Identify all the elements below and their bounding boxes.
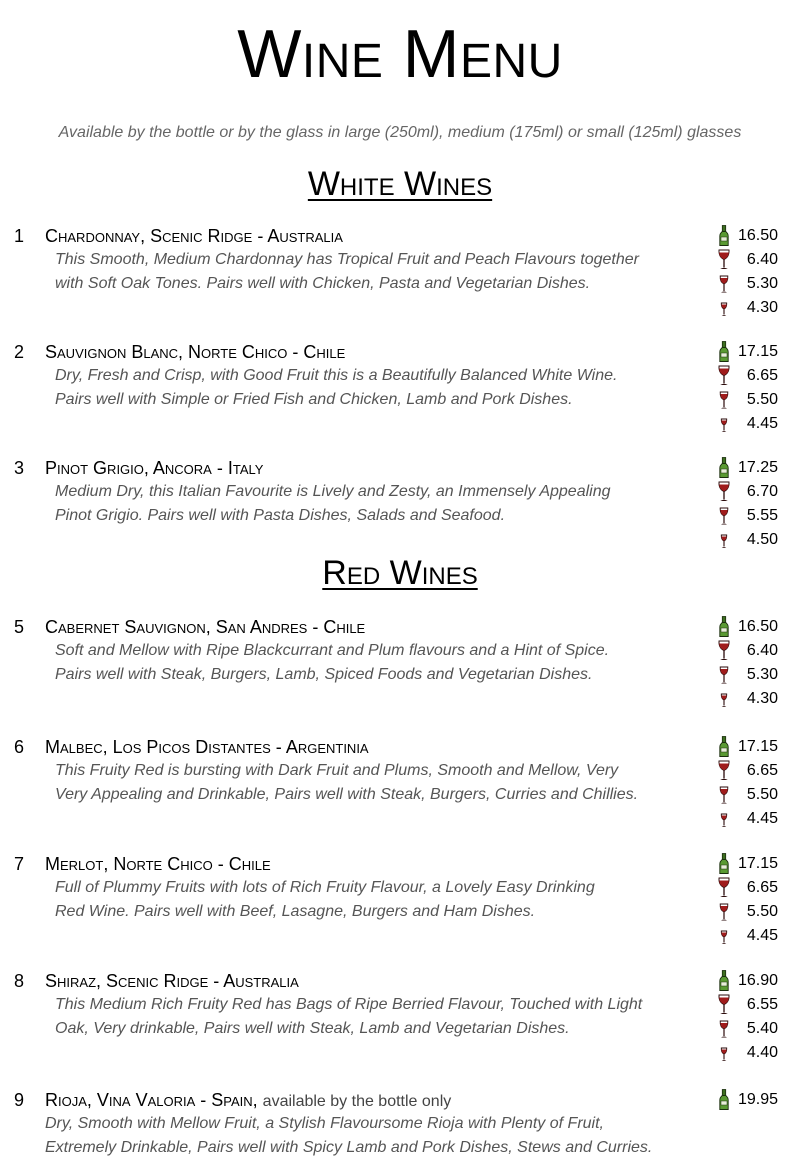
price-bottle [712, 615, 792, 639]
price-small-glass [712, 924, 792, 948]
wine-glass-large-icon [712, 364, 736, 388]
wine-bottle-icon [712, 852, 736, 876]
price-bottle [712, 224, 792, 248]
price-large-glass [712, 876, 792, 900]
wine-description-line: with Soft Oak Tones. Pairs well with Chicken, Pasta and Vegetarian Dishes. [55, 275, 591, 292]
price-value: 5.30 [746, 275, 778, 292]
price-small-glass [712, 687, 792, 711]
price-bottle [712, 969, 792, 993]
wine-bottle-icon [712, 340, 736, 364]
price-large-glass [712, 364, 792, 388]
price-large-glass [712, 248, 792, 272]
wine-bottle-icon [712, 735, 736, 759]
price-medium-glass [712, 504, 792, 528]
price-value: 5.50 [746, 786, 778, 803]
wine-description [55, 480, 705, 528]
price-large-glass [712, 480, 792, 504]
wine-description-line: Medium Dry, this Italian Favourite is Lively and Zesty, an Immensely Appealing [55, 483, 611, 500]
wine-description-line: This Medium Rich Fruity Red has Bags of Ripe Berried Flavour, Touched with Light [55, 996, 643, 1013]
wine-description [55, 639, 705, 687]
section-heading-red [0, 553, 800, 593]
price-value: 4.45 [746, 927, 778, 944]
price-small-glass [712, 807, 792, 831]
wine-number: 1 [14, 226, 25, 246]
price-value: 17.15 [737, 855, 778, 872]
price-value: 6.55 [746, 996, 778, 1013]
wine-glass-small-icon [712, 807, 736, 831]
wine-description-line: This Fruity Red is bursting with Dark Fruit and Plums, Smooth and Mellow, Very [55, 762, 619, 779]
price-value: 17.15 [737, 738, 778, 755]
price-value: 16.90 [737, 972, 778, 989]
price-bottle [712, 1088, 792, 1112]
wine-description-line: This Smooth, Medium Chardonnay has Tropical Fruit and Peach Flavours together [55, 251, 639, 268]
price-medium-glass [712, 900, 792, 924]
price-bottle [712, 852, 792, 876]
price-value: 17.25 [737, 459, 778, 476]
wine-name: Shiraz, Scenic Ridge - Australia [45, 971, 299, 991]
wine-bottle-icon [712, 456, 736, 480]
price-large-glass [712, 639, 792, 663]
wine-description-line: Pairs well with Steak, Burgers, Lamb, Spiced Foods and Vegetarian Dishes. [55, 666, 593, 683]
wine-bottle-icon [712, 615, 736, 639]
menu-title: Wine Menu [237, 16, 563, 92]
price-value: 6.65 [746, 879, 778, 896]
wine-description [45, 1112, 725, 1160]
section-heading-white [0, 164, 800, 204]
wine-description-line: Soft and Mellow with Ripe Blackcurrant and Plum flavours and a Hint of Spice. [55, 642, 610, 659]
wine-glass-small-icon [712, 924, 736, 948]
price-value: 17.15 [737, 343, 778, 360]
wine-bottle-icon [712, 224, 736, 248]
price-list [712, 1088, 792, 1112]
price-medium-glass [712, 663, 792, 687]
wine-glass-large-icon [712, 759, 736, 783]
wine-glass-large-icon [712, 639, 736, 663]
wine-glass-large-icon [712, 876, 736, 900]
wine-glass-medium-icon [712, 504, 736, 528]
wine-number: 6 [14, 737, 25, 757]
price-medium-glass [712, 272, 792, 296]
wine-name [45, 1088, 451, 1114]
wine-description-line: Pinot Grigio. Pairs well with Pasta Dishes, Salads and Seafood. [55, 507, 506, 524]
wine-glass-small-icon [712, 1041, 736, 1065]
price-bottle [712, 735, 792, 759]
wine-glass-small-icon [712, 412, 736, 436]
wine-glass-medium-icon [712, 900, 736, 924]
wine-number: 9 [14, 1090, 25, 1110]
wine-number: 3 [14, 458, 25, 478]
wine-description-line: Dry, Fresh and Crisp, with Good Fruit this is a Beautifully Balanced White Wine. [55, 367, 618, 384]
wine-name: Pinot Grigio, Ancora - Italy [45, 458, 264, 478]
wine-description-line: Dry, Smooth with Mellow Fruit, a Stylish Flavoursome Rioja with Plenty of Fruit, [45, 1115, 604, 1132]
price-value: 5.55 [746, 507, 778, 524]
wine-description-line: Red Wine. Pairs well with Beef, Lasagne, Burgers and Ham Dishes. [55, 903, 536, 920]
wine-glass-large-icon [712, 480, 736, 504]
wine-number: 5 [14, 617, 25, 637]
price-large-glass [712, 993, 792, 1017]
wine-description [55, 364, 705, 412]
price-small-glass [712, 528, 792, 552]
wine-glass-small-icon [712, 528, 736, 552]
wine-glass-large-icon [712, 993, 736, 1017]
price-medium-glass [712, 1017, 792, 1041]
wine-description-line: Extremely Drinkable, Pairs well with Spicy Lamb and Pork Dishes, Stews and Curries. [45, 1139, 653, 1156]
wine-description-line: Full of Plummy Fruits with lots of Rich Fruity Flavour, a Lovely Easy Drinking [55, 879, 595, 896]
wine-description [55, 248, 705, 296]
wine-name: Malbec, Los Picos Distantes - Argentinia [45, 737, 369, 757]
price-small-glass [712, 296, 792, 320]
price-list [712, 969, 792, 1065]
wine-name: Sauvignon Blanc, Norte Chico - Chile [45, 342, 346, 362]
price-small-glass [712, 1041, 792, 1065]
price-list [712, 735, 792, 831]
menu-subtitle: Available by the bottle or by the glass in large (250ml), medium (175ml) or small (125ml) glasses [58, 124, 742, 141]
wine-name: Chardonnay, Scenic Ridge - Australia [45, 226, 343, 246]
price-value: 6.40 [746, 642, 778, 659]
wine-name: Merlot, Norte Chico - Chile [45, 854, 271, 874]
price-medium-glass [712, 388, 792, 412]
section-heading-white-label: White Wines [307, 165, 493, 203]
price-value: 4.45 [746, 810, 778, 827]
wine-availability-note: available by the bottle only [262, 1093, 452, 1110]
price-value: 5.30 [746, 666, 778, 683]
price-value: 4.40 [746, 1044, 778, 1061]
wine-bottle-icon [712, 1088, 736, 1112]
price-value: 5.50 [746, 391, 778, 408]
wine-description [55, 876, 705, 924]
wine-glass-medium-icon [712, 783, 736, 807]
price-value: 19.95 [737, 1091, 778, 1108]
wine-name: Cabernet Sauvignon, San Andres - Chile [45, 617, 366, 637]
wine-glass-medium-icon [712, 1017, 736, 1041]
wine-name-text: Rioja, Vina Valoria - Spain, [45, 1090, 258, 1110]
price-list [712, 852, 792, 948]
price-bottle [712, 456, 792, 480]
wine-bottle-icon [712, 969, 736, 993]
wine-glass-small-icon [712, 687, 736, 711]
wine-number: 2 [14, 342, 25, 362]
price-value: 6.65 [746, 762, 778, 779]
wine-glass-medium-icon [712, 663, 736, 687]
price-small-glass [712, 412, 792, 436]
wine-description [55, 759, 705, 807]
price-value: 5.50 [746, 903, 778, 920]
price-value: 16.50 [737, 227, 778, 244]
wine-glass-medium-icon [712, 388, 736, 412]
price-bottle [712, 340, 792, 364]
wine-glass-small-icon [712, 296, 736, 320]
price-value: 4.45 [746, 415, 778, 432]
price-value: 6.65 [746, 367, 778, 384]
price-value: 6.40 [746, 251, 778, 268]
wine-description-line: Pairs well with Simple or Fried Fish and Chicken, Lamb and Pork Dishes. [55, 391, 573, 408]
wine-number: 8 [14, 971, 25, 991]
price-value: 4.50 [746, 531, 778, 548]
wine-description [55, 993, 705, 1041]
wine-glass-large-icon [712, 248, 736, 272]
price-list [712, 340, 792, 436]
price-large-glass [712, 759, 792, 783]
section-heading-red-label: Red Wines [322, 554, 478, 592]
price-value: 4.30 [746, 690, 778, 707]
price-list [712, 224, 792, 320]
price-list [712, 456, 792, 552]
wine-description-line: Very Appealing and Drinkable, Pairs well with Steak, Burgers, Curries and Chillies. [55, 786, 639, 803]
price-value: 6.70 [746, 483, 778, 500]
price-value: 4.30 [746, 299, 778, 316]
wine-description-line: Oak, Very drinkable, Pairs well with Steak, Lamb and Vegetarian Dishes. [55, 1020, 570, 1037]
price-medium-glass [712, 783, 792, 807]
price-value: 5.40 [746, 1020, 778, 1037]
price-value: 16.50 [737, 618, 778, 635]
wine-number: 7 [14, 854, 25, 874]
price-list [712, 615, 792, 711]
wine-glass-medium-icon [712, 272, 736, 296]
